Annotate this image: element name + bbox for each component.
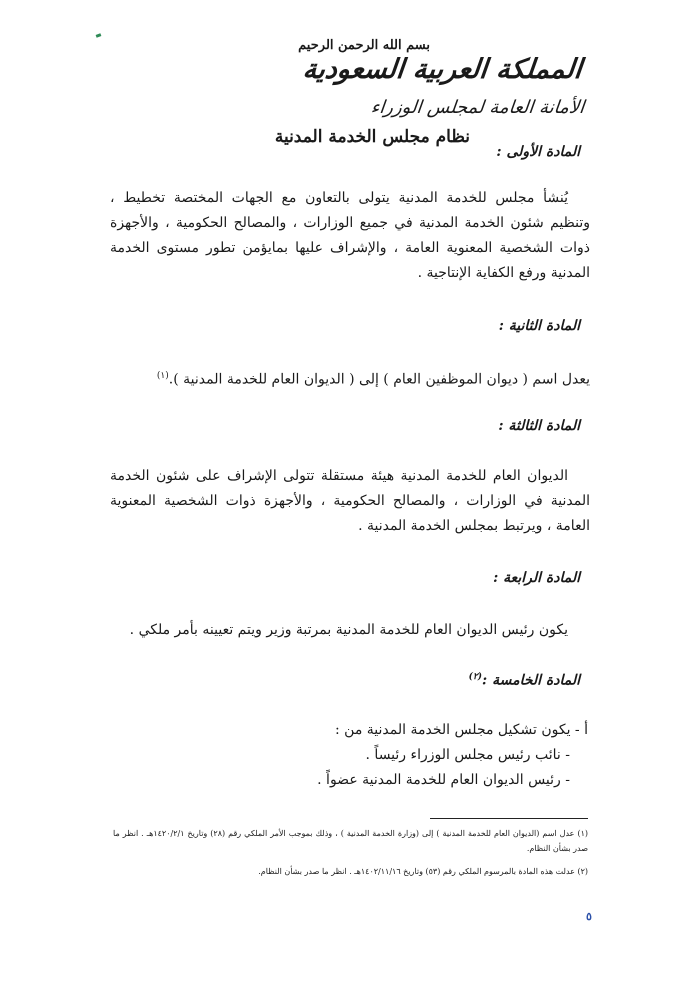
article-5-heading: المادة الخامسة : bbox=[482, 672, 580, 689]
list-item: - نائب رئيس مجلس الوزراء رئيساً . bbox=[365, 747, 570, 763]
article-1-body: يُنشأ مجلس للخدمة المدنية يتولى بالتعاون مع الجهات المختصة تخطيط ، وتنظيم شئون الخدمة المدنية في جميع الوزارات ، والمصالح الحكومية ، والأجهزة ذوات الشخصية المعنوية العامة ، والإشراف عليها بمايؤمن تطور مستوى الخدمة المدنية ورفع الكفاية الإنتاجية . bbox=[110, 190, 590, 281]
footnote-1: (١) عدل اسم (الديوان العام للخدمة المدنية ) إلى (وزارة الخدمة المدنية ) ، وذلك بموجب الأمر الملكي رقم (٢٨) وتاريخ ١٤٢٠/٢/١هـ . انظر ما صدر بشأن النظام. bbox=[113, 829, 588, 853]
article-2-heading: المادة الثانية : bbox=[498, 318, 580, 334]
article-2-body: يعدل اسم ( ديوان الموظفين العام ) إلى ( الديوان العام للخدمة المدنية ). bbox=[168, 371, 590, 388]
basmala: بسم الله الرحمن الرحيم bbox=[298, 38, 430, 53]
article-3-body: الديوان العام للخدمة المدنية هيئة مستقلة تتولى الإشراف على شئون الخدمة المدنية في الوزارات ، والمصالح الحكومية ، والأجهزة ذوات الشخصية المعنوية العامة ، ويرتبط بمجلس الخدمة المدنية . bbox=[110, 468, 590, 534]
list-item: أ - يكون تشكيل مجلس الخدمة المدنية من : bbox=[335, 722, 588, 738]
footnote-2: (٢) عدلت هذه المادة بالمرسوم الملكي رقم (٥٣) وتاريخ ١٤٠٢/١١/١٦هـ . انظر ما صدر بشأن النظام. bbox=[258, 867, 588, 876]
kingdom-name: المملكة العربية السعودية bbox=[301, 54, 584, 85]
article-5-heading-line bbox=[469, 672, 580, 689]
article-5-list bbox=[108, 718, 588, 793]
system-title: نظام مجلس الخدمة المدنية bbox=[274, 127, 470, 147]
article-1-heading: المادة الأولى : bbox=[496, 144, 580, 160]
list-item: - رئيس الديوان العام للخدمة المدنية عضواً . bbox=[317, 772, 570, 788]
footnote-ref-2: (٢) bbox=[468, 672, 483, 682]
article-3-heading: المادة الثالثة : bbox=[498, 418, 580, 434]
article-4-heading: المادة الرابعة : bbox=[493, 570, 580, 586]
secretariat-name: الأمانة العامة لمجلس الوزراء bbox=[369, 97, 586, 118]
footnote-ref-1: (١) bbox=[156, 371, 169, 381]
article-4-body: يكون رئيس الديوان العام للخدمة المدنية بمرتبة وزير ويتم تعيينه بأمر ملكي . bbox=[129, 622, 568, 638]
page-number: ٥ bbox=[586, 910, 592, 923]
footnote-divider bbox=[430, 818, 588, 819]
article-2-paragraph bbox=[110, 364, 590, 393]
corner-mark bbox=[96, 33, 102, 38]
